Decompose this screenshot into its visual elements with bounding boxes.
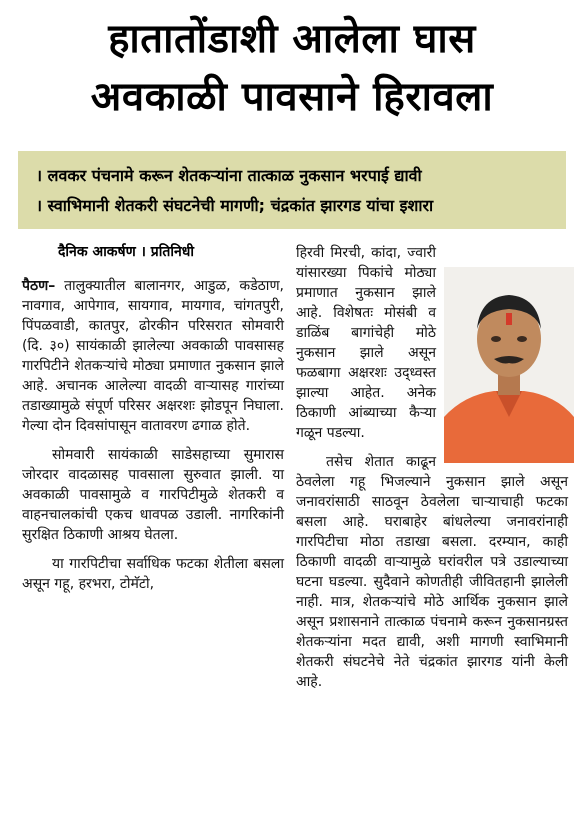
subheadline-1: । लवकर पंचनामे करून शेतकऱ्यांना तात्काळ नुकसान भरपाई द्यावी bbox=[36, 166, 422, 185]
byline: दैनिक आकर्षण । प्रतिनिधी bbox=[58, 244, 194, 260]
article-paragraph: हिरवी मिरची, कांदा, ज्वारी यांसारख्या पिकांचे मोठ्या प्रमाणात नुकसान झाले आहे. विशेषतः मोसंबी व डाळिंब बागांचेही मोठे नुकसान झाले असून फळबागा अक्षरशः उद्ध्वस्त झाल्या आहेत. अनेक ठिकाणी आंब्याच्या कैऱ्या गळून पडल्या. bbox=[296, 245, 436, 441]
article-paragraph: तसेच शेतात काढून ठेवलेला गहू भिजल्याने नुकसान झाले असून जनावरांसाठी साठवून ठेवलेला चाऱ्याचाही फटका बसला आहे. घराबाहेर बांधलेल्या जनावरांनाही गारपिटीचा मोठा तडाखा बसला. दरम्यान, काही ठिकाणी वादळी वाऱ्यामुळे घरांवरील पत्रे उडाल्याच्या घटना घडल्या. सुदैवाने कोणतीही जीवितहानी झालेली नाही. मात्र, शेतकऱ्यांचे मोठे आर्थिक नुकसान झाले असून प्रशासनाने तात्काळ पंचनामे करून नुकसानग्रस्त शेतकऱ्यांना मदत द्यावी, अशी मागणी स्वाभिमानी शेतकरी संघटनेचे नेते चंद्रकांत झारगड यांनी केली आहे. bbox=[296, 454, 568, 690]
article-column-1 bbox=[22, 276, 284, 603]
article-paragraph: या गारपिटीचा सर्वाधिक फटका शेतीला बसला असून गहू, हरभरा, टोमॅटो, bbox=[22, 556, 284, 592]
subheadline-box bbox=[18, 151, 566, 229]
article-paragraph: सोमवारी सायंकाळी साडेसहाच्या सुमारास जोरदार वादळासह पावसाला सुरुवात झाली. या अवकाळी पावसामुळे व गारपिटीमुळे शेतकरी व वाहनचालकांची एकच धावपळ उडाली. नागरिकांनी सुरक्षित ठिकाणी आश्रय घेतला. bbox=[22, 447, 284, 543]
article-column-2 bbox=[296, 243, 568, 701]
headline-line-1: हातातोंडाशी आलेला घास bbox=[108, 16, 476, 62]
paragraph-text: तालुक्यातील बालानगर, आडुळ, कडेठाण, नावगाव, आपेगाव, सायगाव, मायगाव, चांगतपुरी, पिंपळवाडी, कातपुर, ढोरकीन परिसरात सोमवारी (दि. ३०) सायंकाळी झालेल्या अवकाळी पावसासह गारपिटीने शेतकऱ्यांचे मोठ्या प्रमाणात नुकसान झाले आहे. अचानक आलेल्या वादळी वाऱ्यासह गारांच्या तडाख्यामुळे संपूर्ण परिसर अक्षरशः झोडपून निघाला. गेल्या दोन दिवसांपासून वातावरण ढगाळ होते. bbox=[22, 278, 285, 434]
portrait-photo-icon bbox=[444, 267, 574, 463]
dateline-place: पैठण– bbox=[22, 278, 56, 294]
subheadline-2: । स्वाभिमानी शेतकरी संघटनेची मागणी; चंद्रकांत झारगड यांचा इशारा bbox=[36, 196, 434, 215]
headline-line-2: अवकाळी पावसाने हिरावला bbox=[90, 74, 494, 120]
headline bbox=[0, 10, 584, 126]
article-paragraph bbox=[22, 276, 284, 436]
